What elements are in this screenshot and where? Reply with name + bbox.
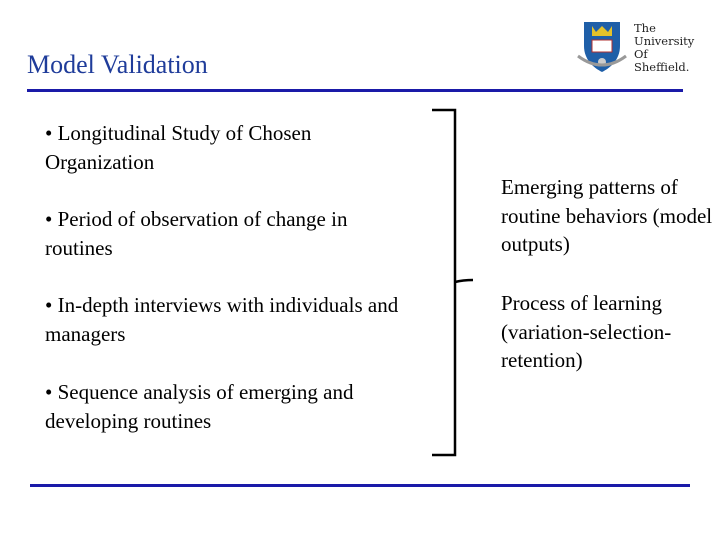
logo-line: Of — [634, 47, 648, 61]
bottom-divider — [30, 484, 690, 487]
logo-line: University — [634, 34, 695, 48]
slide-title: Model Validation — [27, 50, 208, 79]
outcome-item: Process of learning (variation-selection-retention) — [501, 291, 672, 372]
crest-icon — [576, 18, 628, 74]
logo-wordmark — [634, 22, 694, 74]
top-divider — [27, 89, 683, 92]
bracket-icon — [425, 100, 485, 465]
bullet-item: • Sequence analysis of emerging and developing routines — [45, 380, 354, 433]
bullet-item: • Period of observation of change in routines — [45, 207, 348, 260]
university-logo — [576, 18, 696, 76]
bullet-item: • In-depth interviews with individuals and managers — [45, 293, 399, 346]
logo-line: Sheffield. — [634, 60, 690, 74]
bullet-item: • Longitudinal Study of Chosen Organization — [45, 121, 312, 174]
logo-line: The — [634, 21, 656, 35]
outcome-item: Emerging patterns of routine behaviors (model outputs) — [501, 175, 713, 256]
